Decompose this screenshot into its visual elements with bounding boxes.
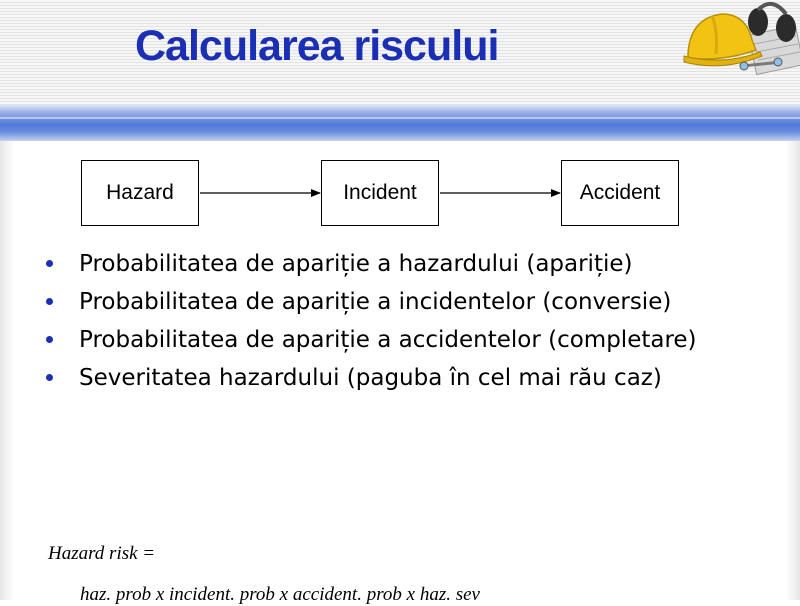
bullet-dot <box>46 374 53 381</box>
header-band-highlight <box>0 117 800 119</box>
bullet-dot <box>46 298 53 305</box>
list-item <box>46 362 746 395</box>
list-item <box>46 286 746 319</box>
bullet-list <box>46 248 746 400</box>
slide-title: Calcularea riscului <box>135 22 499 70</box>
bullet-dot <box>46 260 53 267</box>
node-accident: Accident <box>561 160 679 226</box>
bullet-text: Severitatea hazardului (paguba în cel mai rău caz) <box>79 365 662 391</box>
formula-label: Hazard risk = <box>48 543 156 564</box>
bullet-text: Probabilitatea de apariție a hazardului (apariție) <box>79 251 633 277</box>
list-item <box>46 248 746 281</box>
safety-helmet-headphones-icon <box>682 0 800 82</box>
node-hazard: Hazard <box>81 160 199 226</box>
bullet-text: Probabilitatea de apariție a accidentelor (completare) <box>79 327 697 353</box>
bullet-dot <box>46 336 53 343</box>
right-edge-shade <box>786 141 800 600</box>
left-edge-shade <box>0 141 14 600</box>
formula-expression: haz. prob x incident. prob x accident. prob x haz. sev <box>80 584 480 605</box>
bullet-text: Probabilitatea de apariție a incidentelor (conversie) <box>79 289 672 315</box>
header-band <box>0 105 800 141</box>
node-incident: Incident <box>321 160 439 226</box>
list-item <box>46 324 746 357</box>
